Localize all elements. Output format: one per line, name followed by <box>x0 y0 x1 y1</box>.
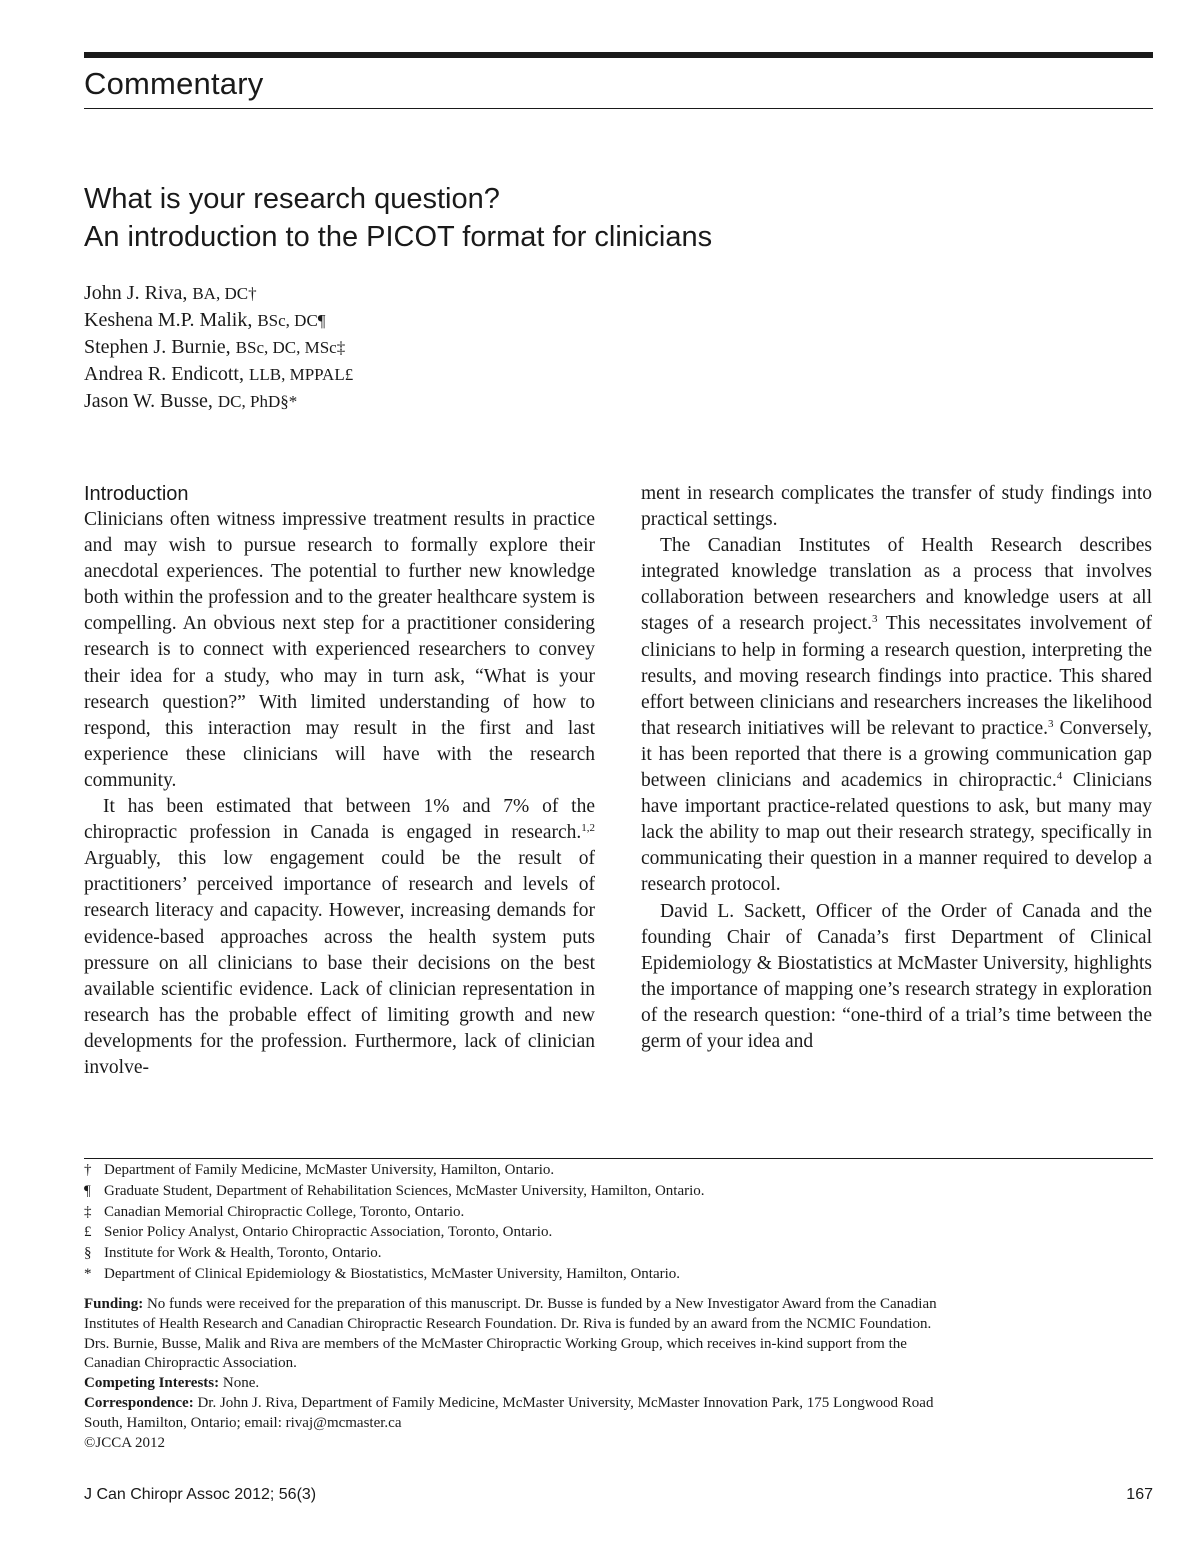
author-degrees: DC, PhD§* <box>217 392 298 411</box>
funding-label: Funding: <box>84 1296 144 1312</box>
citation-ref: 3 <box>871 613 878 626</box>
footnote-text: Department of Clinical Epidemiology & Biostatistics, McMaster University, Hamilton, Ontario. <box>104 1265 681 1282</box>
author-degrees: BA, DC† <box>192 284 257 303</box>
author-name: John J. Riva, <box>84 282 188 304</box>
footnote-text: Graduate Student, Department of Rehabilitation Sciences, McMaster University, Hamilton, Ontario. <box>104 1182 705 1199</box>
footnote-symbol: * <box>84 1265 92 1282</box>
competing-interests <box>84 1374 1153 1394</box>
author-list <box>84 280 353 415</box>
paragraph-text: Clinicians have important practice-related questions to ask, but many may lack the ability to map out their research strategy, specifically in communicating their question in a manner required to develop a research protocol. <box>641 770 1152 896</box>
paragraph: David L. Sackett, Officer of the Order of Canada and the founding Chair of Canada’s first Department of Clinical Epidemiology & Biostatistics at McMaster University, highlights the importance of mapping one’s research strategy in exploration of the research question: “one-third of a trial’s time between the germ of your idea and <box>641 900 1152 1052</box>
paragraph: Clinicians often witness impressive treatment results in practice and may wish to pursue research to formally explore their anecdotal experiences. The potential to further new knowledge both within the profession and to the greater healthcare system is compelling. An obvious next step for a practitioner considering research is to connect with experienced researchers to convey their idea for a study, who may in turn ask, “What is your research question?” With limited understanding of how to respond, this interaction may result in the first and last experience these clinicians will have with the research community. <box>84 509 595 791</box>
page-number: 167 <box>1126 1486 1153 1503</box>
funding-line: Canadian Chiropractic Association. <box>84 1355 297 1372</box>
author-degrees: BSc, DC, MSc‡ <box>235 338 346 357</box>
article-title <box>84 180 712 256</box>
author-degrees: LLB, MPPAL£ <box>248 365 354 384</box>
footnote <box>84 1264 1153 1285</box>
author <box>84 280 353 307</box>
author-degrees: BSc, DC¶ <box>257 311 326 330</box>
journal-citation: J Can Chiropr Assoc 2012; 56(3) <box>84 1486 317 1503</box>
top-rule <box>84 52 1153 58</box>
footnote-symbol: £ <box>84 1224 92 1241</box>
author-name: Keshena M.P. Malik, <box>84 309 253 331</box>
funding-line: Institutes of Health Research and Canadian Chiropractic Research Foundation. Dr. Riva is funded by an award from the NCMIC Foundation. <box>84 1315 932 1332</box>
paragraph-text: Conversely, it has been reported that there is a growing communication gap between clinicians and academics in chiropractic. <box>641 717 1152 792</box>
author-name: Stephen J. Burnie, <box>84 336 231 358</box>
paragraph: ment in research complicates the transfer of study findings into practical settings. <box>641 483 1152 531</box>
correspondence-label: Correspondence: <box>84 1394 194 1411</box>
funding-line: Drs. Burnie, Busse, Malik and Riva are members of the McMaster Chiropractic Working Group, which receives in-kind support from the <box>84 1335 907 1352</box>
citation-ref: 4 <box>1056 770 1063 783</box>
section-underline <box>84 108 1153 109</box>
author <box>84 388 353 415</box>
body-column-right <box>641 481 1152 1055</box>
funding-text: No funds were received for the preparation of this manuscript. Dr. Busse is funded by a New Investigator Award from the Canadian <box>143 1296 937 1312</box>
section-label: Commentary <box>84 66 264 101</box>
copyright: ©JCCA 2012 <box>84 1434 165 1451</box>
footnote-text: Canadian Memorial Chiropractic College, Toronto, Ontario. <box>104 1203 465 1220</box>
citation-ref: 1,2 <box>581 822 595 835</box>
footnote-symbol: § <box>84 1245 92 1262</box>
paragraph-text: It has been estimated that between 1% and 7% of the chiropractic profession in Canada is engaged in research. <box>84 796 595 844</box>
footnote-symbol: † <box>84 1162 92 1178</box>
footnote-text: Institute for Work & Health, Toronto, Ontario. <box>104 1245 382 1262</box>
footnote <box>84 1202 1153 1223</box>
footnote <box>84 1181 1153 1202</box>
funding-line <box>84 1295 1153 1315</box>
competing-label: Competing Interests: <box>84 1375 220 1392</box>
paragraph <box>84 794 595 1081</box>
footnote-symbol: ‡ <box>84 1203 92 1220</box>
paragraph-text: This necessitates involvement of clinicians to help in forming a research question, interpreting the results, and moving research findings into practice. This shared effort between clinicians and researchers increases the likelihood that research initiatives will be relevant to practice. <box>641 613 1152 739</box>
title-line-2: An introduction to the PICOT format for clinicians <box>84 221 713 253</box>
title-line-1: What is your research question? <box>84 183 500 215</box>
affiliation-footnotes <box>84 1160 1153 1285</box>
footnote-symbol: ¶ <box>84 1182 91 1199</box>
author <box>84 361 353 388</box>
correspondence-line: South, Hamilton, Ontario; email: rivaj@mcmaster.ca <box>84 1414 402 1431</box>
correspondence <box>84 1394 1153 1414</box>
paragraph <box>641 533 1152 898</box>
funding-statement <box>84 1295 1153 1453</box>
author-name: Andrea R. Endicott, <box>84 363 244 385</box>
competing-text: None. <box>219 1375 260 1392</box>
footnote-text: Senior Policy Analyst, Ontario Chiropractic Association, Toronto, Ontario. <box>104 1224 553 1241</box>
section-heading: Introduction <box>84 483 189 505</box>
author-name: Jason W. Busse, <box>84 390 213 412</box>
footnote-text: Department of Family Medicine, McMaster University, Hamilton, Ontario. <box>104 1162 555 1178</box>
author <box>84 334 353 361</box>
footnote <box>84 1222 1153 1243</box>
paragraph-text: Arguably, this low engagement could be the result of practitioners’ perceived importance of research and levels of research literacy and capacity. However, increasing demands for evidence-based approaches across the health system puts pressure on all clinicians to base their decisions on the best available scientific evidence. Lack of clinician representation in research has the probable effect of limiting growth and new developments for the profession. Furthermore, lack of clinician involve- <box>84 848 595 1078</box>
footnote <box>84 1160 1153 1181</box>
footnote-rule <box>84 1158 1153 1159</box>
footnote <box>84 1243 1153 1264</box>
body-column-left <box>84 481 595 1081</box>
author <box>84 307 353 334</box>
correspondence-text: Dr. John J. Riva, Department of Family Medicine, McMaster University, McMaster Innovation Park, 175 Longwood Road <box>193 1394 934 1411</box>
citation-ref: 3 <box>1047 717 1054 730</box>
paragraph-text: The Canadian Institutes of Health Research describes integrated knowledge translation as a process that involves collaboration between researchers and knowledge users at all stages of a research project. <box>641 535 1152 635</box>
